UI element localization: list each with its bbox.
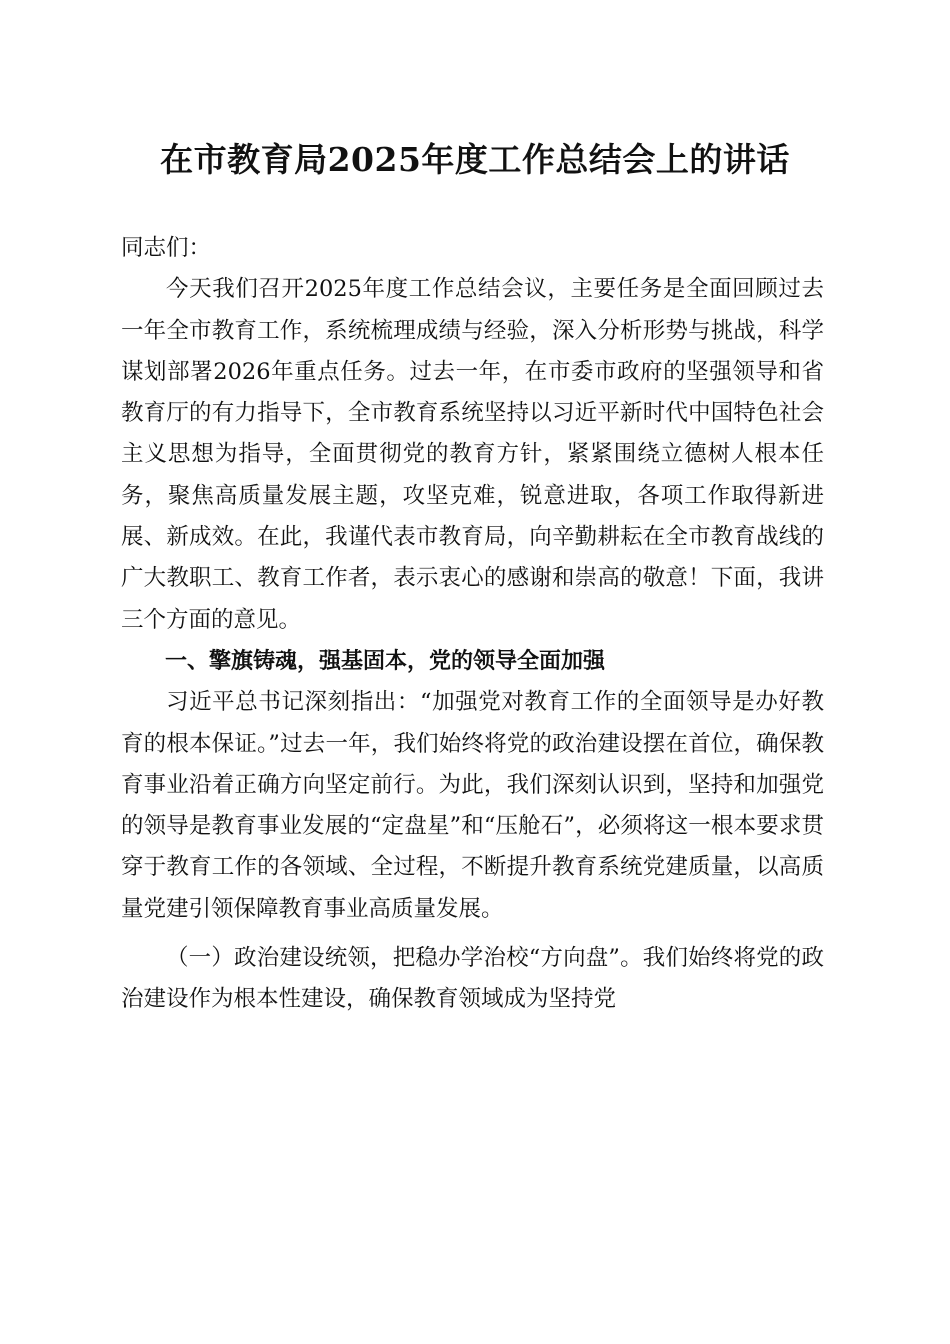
salutation: 同志们： xyxy=(121,235,212,261)
section-1-heading: 一、擎旗铸魂，强基固本，党的领导全面加强 xyxy=(165,648,606,674)
document-title: 在市教育局2025年度工作总结会上的讲话 xyxy=(160,140,790,179)
subsection-1-paragraph xyxy=(121,938,824,1021)
intro-paragraph: 今天我们召开2025年度工作总结会议，主要任务是全面回顾过去一年全市教育工作，系统梳理成绩与经验，深入分析形势与挑战，科学谋划部署2026年重点任务。过去一年，在市委市政府的坚强领导和省教育厅的有力指导下，全市教育系统坚持以习近平新时代中国特色社会主义思想为指导，全面贯彻党的教育方针，紧紧围绕立德树人根本任务，聚焦高质量发展主题，攻坚克难，锐意进取，各项工作取得新进展、新成效。在此，我谨代表市教育局，向辛勤耕耘在全市教育战线的广大教职工、教育工作者，表示衷心的感谢和崇高的敬意！下面，我讲三个方面的意见。 xyxy=(121,276,824,633)
section-1-paragraph: 习近平总书记深刻指出：“加强党对教育工作的全面领导是办好教育的根本保证。”过去一年，我们始终将党的政治建设摆在首位，确保教育事业沿着正确方向坚定前行。为此，我们深刻认识到，坚持和加强党的领导是教育事业发展的“定盘星”和“压舱石”，必须将这一根本要求贯穿于教育工作的各领域、全过程，不断提升教育系统党建质量，以高质量党建引领保障教育事业高质量发展。 xyxy=(121,689,824,922)
subsection-1-text: 我们始终将党的政治建设作为根本性建设，确保教育领域成为坚持党 xyxy=(121,945,824,1013)
document-body xyxy=(121,228,824,1021)
subsection-1-lead: （一）政治建设统领，把稳办学治校“方向盘”。 xyxy=(166,945,643,972)
spacer xyxy=(121,930,824,938)
